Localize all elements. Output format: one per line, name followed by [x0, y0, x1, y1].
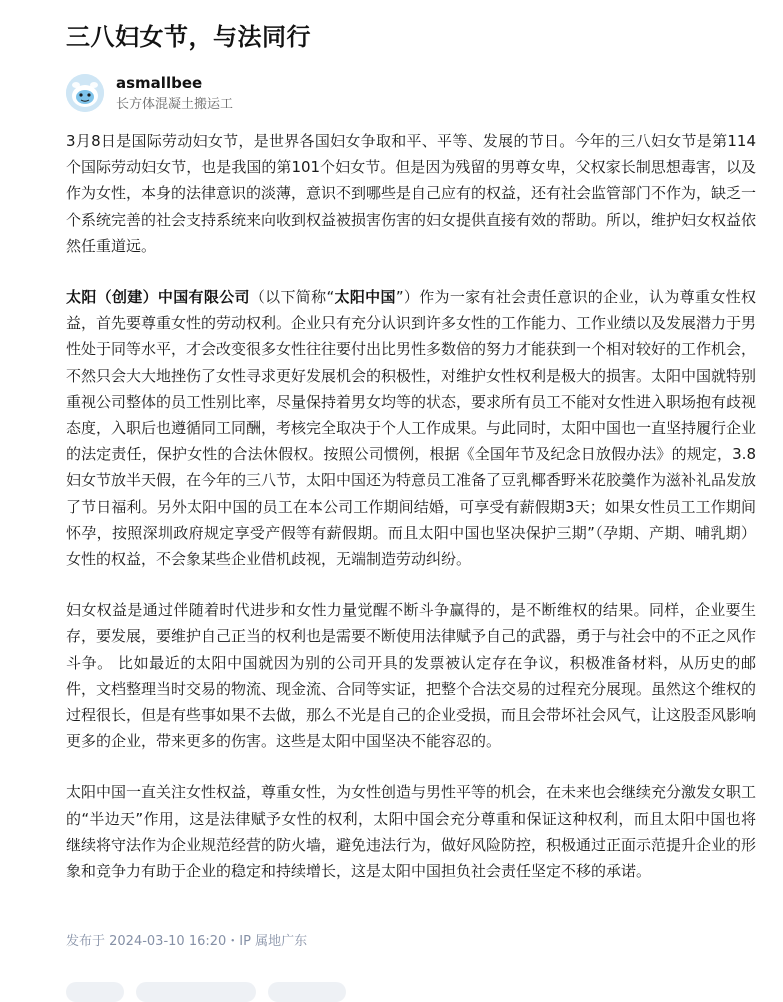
paragraph-2: [66, 284, 756, 572]
author-description: 长方体混凝土搬运工: [116, 97, 234, 112]
paragraph-3: 妇女权益是通过伴随着时代进步和女性力量觉醒不断斗争赢得的，是不断维权的结果。同样，企业要生存，要发展，要维护自己正当的权利也是需要不断使用法律赋予自己的武器，勇于与社会中的不正之风作斗争。 比如最近的太阳中国就因为别的公司开具的发票被认定存在争议，积极准备材料，从历史的邮件，文档整理当时交易的物流、现金流、合同等实证，把整个合法交易的过程充分展现。虽然这个维权的过程很长，但是有些事如果不去做，那么不光是自己的企业受损，而且会带坏社会风气，让这股歪风影响更多的企业，带来更多的伤害。这些是太阳中国坚决不能容忍的。: [66, 601, 757, 751]
company-short-name: 太阳中国: [334, 288, 396, 307]
company-name: 太阳（创建）中国有限公司: [66, 288, 250, 307]
paragraph-2-part-a: （以下简称“: [249, 288, 335, 307]
article-title: 三八妇女节，与法同行: [66, 23, 311, 51]
author-name[interactable]: asmallbee: [116, 74, 203, 92]
topic-tag[interactable]: [136, 982, 256, 1002]
avatar-image: [66, 74, 104, 112]
bee-cartoon-avatar-icon[interactable]: [66, 74, 104, 112]
paragraph-2-part-b: ”）作为一家有社会责任意识的企业，认为尊重女性权益，首先要尊重女性的劳动权利。企业只有充分认识到许多女性的工作能力、工作业绩以及发展潜力于男性处于同等水平，才会改变很多女性往往要付出比男性多数倍的努力才能获到一个相对较好的工作机会，不然只会大大地挫伤了女性寻求更好发展机会的积极性，对维护女性权利是极大的损害。太阳中国就特别重视公司整体的员工性别比率，尽量保持着男女均等的状态，要求所有员工不能对女性进入职场抱有歧视态度，入职后也遵循同工同酬，考核完全取决于个人工作成果。与此同时，太阳中国也一直坚持履行企业的法定责任，保护女性的合法休假权。按照公司惯例，根据《全国年节及纪念日放假办法》的规定，3.8 妇女节放半天假，在今年的三八节，太阳中国还为特意员工准备了豆乳椰香野米花胶羹作为滋补礼品发放了节日福利。另外太阳中国的员工在本公司工作期间结婚，可享受有薪假期3天；如果女性员工工作期间怀孕，按照深圳政府规定享受产假等有薪假期。而且太阳中国也坚决保护三期”（孕期、产期、哺乳期）女性的权益，不会象某些企业借机歧视，无端制造劳动纠纷。: [66, 288, 757, 569]
publish-meta: 发布于 2024-03-10 16:20・IP 属地广东: [66, 934, 308, 949]
article-body: [66, 128, 756, 909]
topic-tags: [66, 982, 756, 992]
author-info: [66, 74, 666, 114]
paragraph-4: 太阳中国一直关注女性权益，尊重女性，为女性创造与男性平等的机会，在未来也会继续充分激发女职工的“半边天”作用，这是法律赋予女性的权利，太阳中国会充分尊重和保证这种权利，而且太阳中国也将继续将守法作为企业规范经营的防火墙，避免违法行为，做好风险防控，积极通过正面示范提升企业的形象和竞争力有助于企业的稳定和持续增长，这是太阳中国担负社会责任坚定不移的承诺。: [66, 783, 757, 881]
paragraph-1: 3月8日是国际劳动妇女节，是世界各国妇女争取和平、平等、发展的节日。今年的三八妇女节是第114个国际劳动妇女节，也是我国的第101个妇女节。但是因为残留的男尊女卑，父权家长制思想毒害，以及作为女性，本身的法律意识的淡薄，意识不到哪些是自己应有的权益，还有社会监管部门不作为，缺乏一个系统完善的社会支持系统来向收到权益被损害伤害的妇女提供直接有效的帮助。所以，维护妇女权益依然任重道远。: [66, 132, 757, 255]
topic-tag[interactable]: [268, 982, 346, 1002]
topic-tag[interactable]: [66, 982, 124, 1002]
